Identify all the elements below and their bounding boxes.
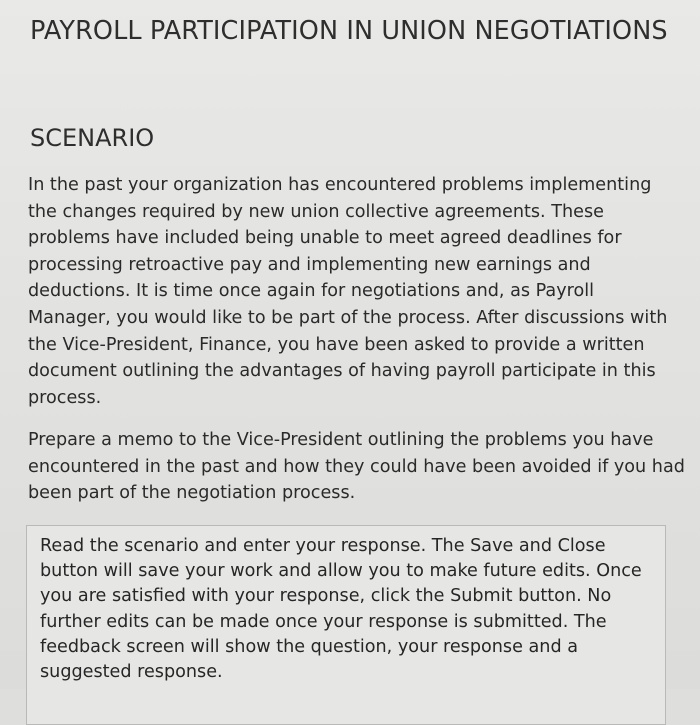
page-title: PAYROLL PARTICIPATION IN UNION NEGOTIATIONS bbox=[30, 16, 668, 46]
instructions-text: Read the scenario and enter your response. The Save and Close button will save your work and allow you to make future edits. Once you are satisfied with your response, click the Submit button. No further edits can be made once your response is submitted. The feedback screen will show the question, your response and a suggested response. bbox=[40, 536, 642, 683]
scenario-heading: SCENARIO bbox=[30, 124, 155, 152]
instructions-panel bbox=[26, 525, 666, 725]
task-paragraph: Prepare a memo to the Vice-President outlining the problems you have encountered in the past and how they could have been avoided if you had been part of the negotiation process. bbox=[28, 430, 685, 504]
scenario-paragraph: In the past your organization has encountered problems implementing the changes required by new union collective agreements. These problems have included being unable to meet agreed deadlines for processing retroactive pay and implementing new earnings and deductions. It is time once again for negotiations and, as Payroll Manager, you would like to be part of the process. After discussions with the Vice-President, Finance, you have been asked to provide a written document outlining the advantages of having payroll participate in this process. bbox=[28, 175, 668, 408]
